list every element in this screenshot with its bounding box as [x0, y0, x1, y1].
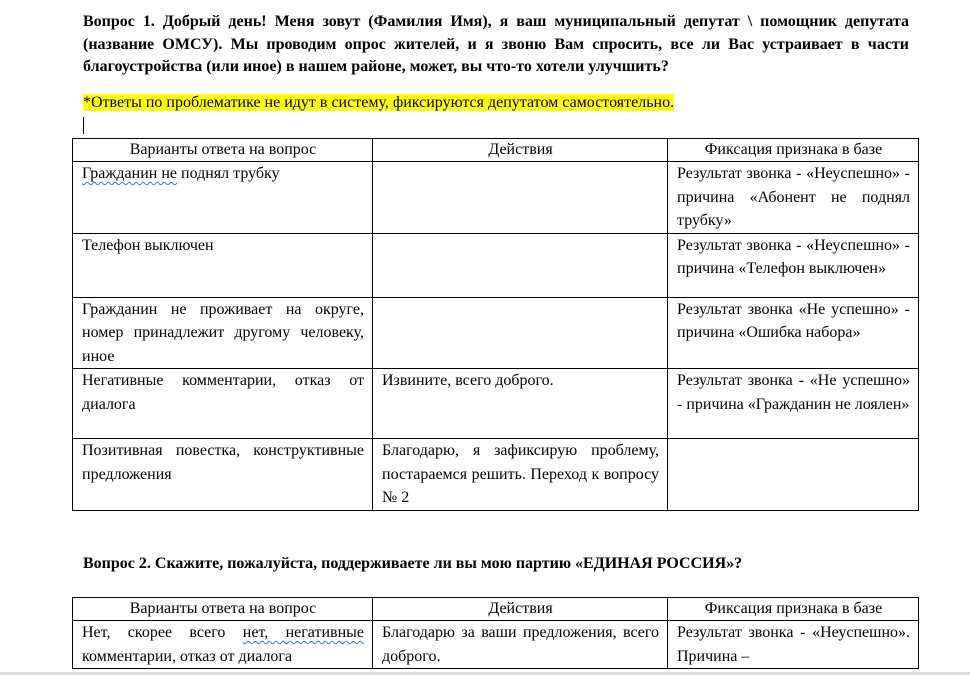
answer-cell[interactable]: Негативные комментарии, отказ от диалога — [73, 369, 373, 439]
action-cell[interactable] — [373, 233, 668, 297]
column-header-record: Фиксация признака в базе — [668, 139, 919, 162]
record-cell[interactable]: Результат звонка - «Неуспешно» - причина «Абонент не поднял трубку» — [668, 162, 919, 234]
answer-cell[interactable] — [73, 162, 373, 234]
table-row — [73, 621, 919, 669]
answer-cell[interactable]: Гражданин не проживает на округе, номер принадлежит другому человеку, иное — [73, 297, 373, 369]
record-cell[interactable]: Результат звонка - «Не успешно» - причина «Гражданин не лоялен» — [668, 369, 919, 439]
table-header-row — [73, 139, 919, 162]
spellcheck-underlined-text: Гражданин не — [82, 165, 177, 182]
question-1-table — [72, 138, 919, 511]
record-cell[interactable]: Результат звонка «Не успешно» - причина «Ошибка набора» — [668, 297, 919, 369]
table-row — [73, 297, 919, 369]
table-header-row — [73, 598, 919, 621]
answer-cell[interactable]: Позитивная повестка, конструктивные предложения — [73, 439, 373, 511]
table-row — [73, 233, 919, 297]
highlighted-note — [83, 92, 674, 113]
record-cell[interactable]: Результат звонка - «Неуспешно» - причина «Телефон выключен» — [668, 233, 919, 297]
table-row — [73, 369, 919, 439]
question-1-title: Вопрос 1. Добрый день! Меня зовут (Фамилия Имя), я ваш муниципальный депутат \ помощник депутата (название ОМСУ). Мы проводим опрос жителей, и я звоню Вам спросить, все ли Вас устраивает в части благоустройства (или иное) в нашем районе, может, вы что-то хотели улучшить? — [83, 13, 909, 75]
answer-cell[interactable]: Телефон выключен — [73, 233, 373, 297]
table-row — [73, 439, 919, 511]
text-cursor — [83, 117, 84, 134]
record-cell[interactable] — [668, 439, 919, 511]
action-cell[interactable]: Благодарю, я зафиксирую проблему, постараемся решить. Переход к вопросу № 2 — [373, 439, 668, 511]
column-header-actions: Действия — [373, 139, 668, 162]
action-cell[interactable] — [373, 297, 668, 369]
answer-text: Нет, скорее всего — [82, 624, 243, 641]
highlighted-note-text: *Ответы по проблематике не идут в систему, фиксируются депутатом самостоятельно. — [83, 94, 675, 111]
column-header-actions: Действия — [373, 598, 668, 621]
answer-cell[interactable] — [73, 621, 373, 669]
question-2-title: Вопрос 2. Скажите, пожалуйста, поддерживаете ли вы мою партию «ЕДИНАЯ РОССИЯ»? — [83, 555, 743, 572]
column-header-record: Фиксация признака в базе — [668, 598, 919, 621]
answer-text: поднял трубку — [177, 165, 280, 182]
column-header-answers: Варианты ответа на вопрос — [73, 598, 373, 621]
table-row — [73, 162, 919, 234]
action-cell[interactable] — [373, 162, 668, 234]
action-cell[interactable]: Благодарю за ваши предложения, всего доброго. — [373, 621, 668, 669]
answer-text: комментарии, отказ от диалога — [82, 647, 293, 665]
record-cell[interactable]: Результат звонка - «Неуспешно». Причина – — [668, 621, 919, 669]
spellcheck-underlined-text: нет, негативные — [242, 624, 364, 641]
question-2-table — [72, 597, 919, 669]
column-header-answers: Варианты ответа на вопрос — [73, 139, 373, 162]
action-cell[interactable]: Извините, всего доброго. — [373, 369, 668, 439]
